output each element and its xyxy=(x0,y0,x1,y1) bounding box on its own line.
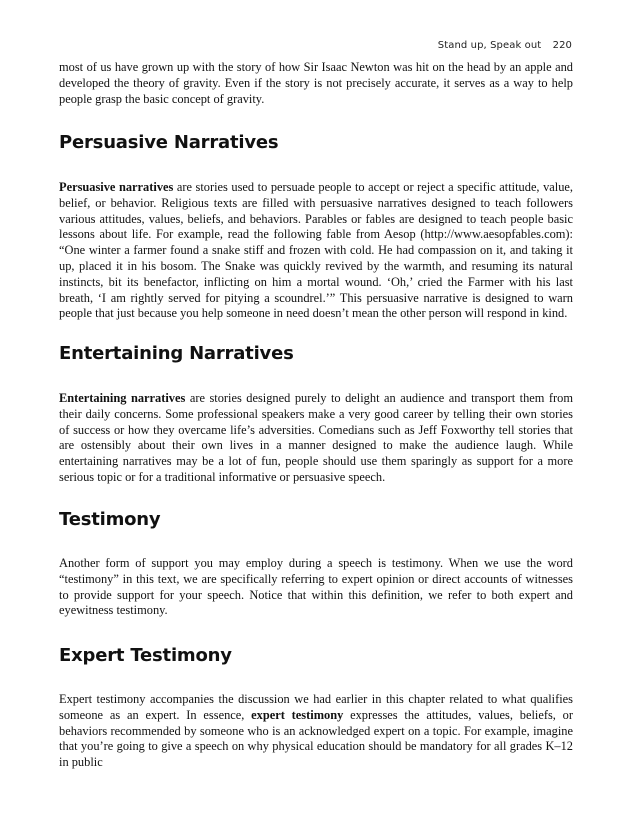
testimony-body: Another form of support you may employ during a speech is testimony. When we use the word “testimony” in this text, we are specifically referring to expert opinion or direct accounts of witnesses to provide support for your speech. Notice that within this definition, we refer to both expert and eyewitness testimony. xyxy=(59,556,573,618)
persuasive-term: Persuasive narratives xyxy=(59,180,174,194)
entertaining-paragraph xyxy=(59,391,573,486)
book-title: Stand up, Speak out xyxy=(437,40,542,51)
heading-persuasive-narratives: Persuasive Narratives xyxy=(59,132,279,153)
expert-body-start: Expert testimony accompanies the discussion we had earlier in this chapter related to what qualifies someone as an expert. In essence, xyxy=(59,692,573,722)
expert-term: expert testimony xyxy=(251,707,344,722)
heading-expert-testimony: Expert Testimony xyxy=(59,645,232,666)
persuasive-body: are stories used to persuade people to accept or reject a specific attitude, value, belief, or behavior. Religious texts are filled with persuasive narratives designed to teach followers various attitudes, values, beliefs, and behaviors. Parables or fables are designed to teach people basic lessons about life. For example, read the following fable from Aesop (http://www.aesopfables.com): “One winter a farmer found a snake stiff and frozen with cold. He had compassion on it, and taking it up, placed it in his bosom. The Snake was quickly revived by the warmth, and resuming its natural instincts, bit its benefactor, inflicting on him a mortal wound. ‘Oh,’ cried the Farmer with his last breath, ‘I am rightly served for pitying a scoundrel.’” This persuasive narrative is designed to warn people that just because you help someone in need doesn’t mean the other person will respond in kind. xyxy=(59,180,573,321)
running-header xyxy=(438,40,572,51)
expert-paragraph xyxy=(59,692,573,771)
intro-paragraph xyxy=(59,60,573,107)
page-number: 220 xyxy=(552,40,572,51)
entertaining-term: Entertaining narratives xyxy=(59,391,186,405)
persuasive-paragraph xyxy=(59,180,573,322)
heading-entertaining-narratives: Entertaining Narratives xyxy=(59,343,294,364)
expert-body-end: expresses the attitudes, values, beliefs, or behaviors recommended by someone who is an acknowledged expert on a topic. For example, imagine that you’re going to give a speech on why physical education should be mandatory for all grades K–12 in public xyxy=(59,707,573,770)
intro-text: most of us have grown up with the story of how Sir Isaac Newton was hit on the head by an apple and developed the theory of gravity. Even if the story is not precisely accurate, it serves as a way to help people grasp the basic concept of gravity. xyxy=(59,60,573,106)
testimony-paragraph xyxy=(59,556,573,619)
entertaining-body: are stories designed purely to delight an audience and transport them from their daily concerns. Some professional speakers make a very good career by telling their own stories of success or how they overcame life’s adversities. Comedians such as Jeff Foxworthy tell stories that are ostensibly about their own lives in a manner designed to make the audience laugh. While entertaining narratives may be a lot of fun, people should use them sparingly as support for a more serious topic or for a traditional informative or persuasive speech. xyxy=(59,391,573,484)
heading-testimony: Testimony xyxy=(59,509,161,530)
